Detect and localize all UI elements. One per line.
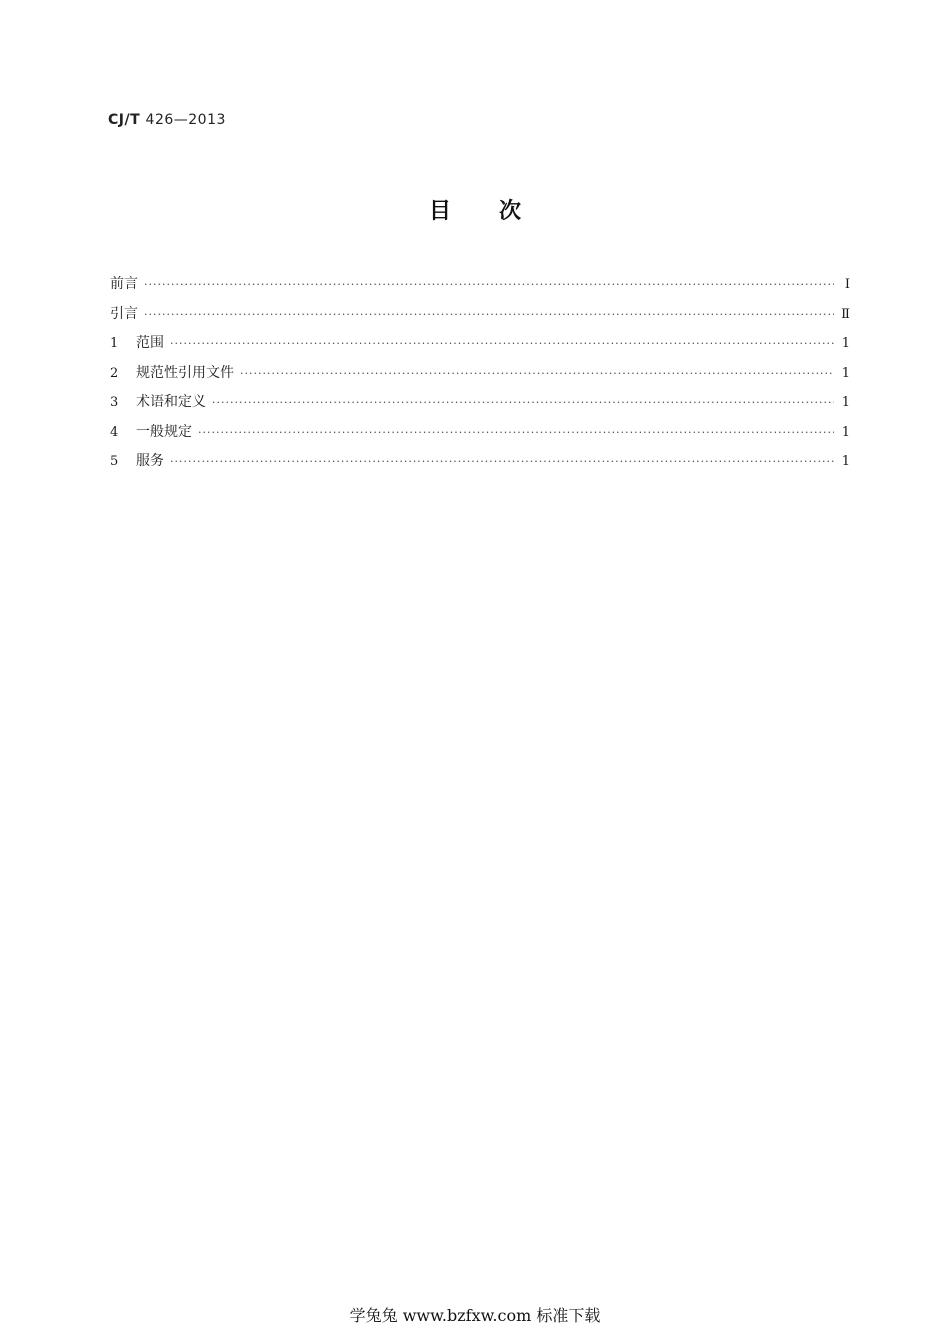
toc-entry-number: 3 [110, 395, 119, 410]
toc-entry-introduction[interactable] [110, 302, 850, 332]
toc-entry-number: 5 [110, 454, 119, 469]
standard-prefix: CJ/T [108, 112, 141, 128]
toc-entry-page: 1 [841, 365, 850, 381]
toc-entry-services[interactable] [110, 449, 850, 479]
toc-entry-title: 服务 [136, 453, 164, 469]
toc-entry-foreword[interactable] [110, 272, 850, 302]
table-of-contents [110, 272, 850, 479]
standard-number: 426—2013 [145, 112, 226, 128]
standard-code [108, 112, 226, 128]
toc-entry-normative-references[interactable] [110, 361, 850, 391]
toc-entry-number: 1 [110, 336, 119, 351]
dot-leader [170, 450, 834, 474]
toc-entry-scope[interactable] [110, 331, 850, 361]
toc-entry-page: 1 [841, 395, 850, 410]
toc-entry-general-provisions[interactable] [110, 420, 850, 450]
toc-entry-number: 2 [110, 365, 119, 381]
toc-entry-page: 1 [841, 424, 850, 440]
dot-leader [240, 362, 834, 386]
dot-leader [144, 273, 834, 297]
toc-entry-number: 4 [110, 424, 119, 440]
toc-entry-page: 1 [841, 336, 850, 351]
toc-entry-terms-definitions[interactable] [110, 390, 850, 420]
toc-entry-page: 1 [841, 454, 850, 469]
toc-entry-page: Ⅰ [844, 277, 850, 292]
toc-title: 目次 [428, 199, 569, 224]
download-watermark-footer: 学兔兔 www.bzfxw.com 标准下载 [349, 1306, 601, 1325]
dot-leader [198, 421, 834, 445]
toc-entry-title: 规范性引用文件 [136, 364, 234, 381]
toc-entry-title: 一般规定 [136, 423, 192, 440]
toc-entry-page: Ⅱ [841, 306, 850, 322]
toc-entry-title: 引言 [110, 305, 138, 322]
dot-leader [170, 332, 834, 356]
toc-entry-title: 前言 [110, 276, 138, 292]
toc-entry-title: 范围 [136, 335, 164, 351]
dot-leader [212, 391, 834, 415]
dot-leader [144, 303, 834, 327]
toc-entry-title: 术语和定义 [136, 394, 206, 410]
